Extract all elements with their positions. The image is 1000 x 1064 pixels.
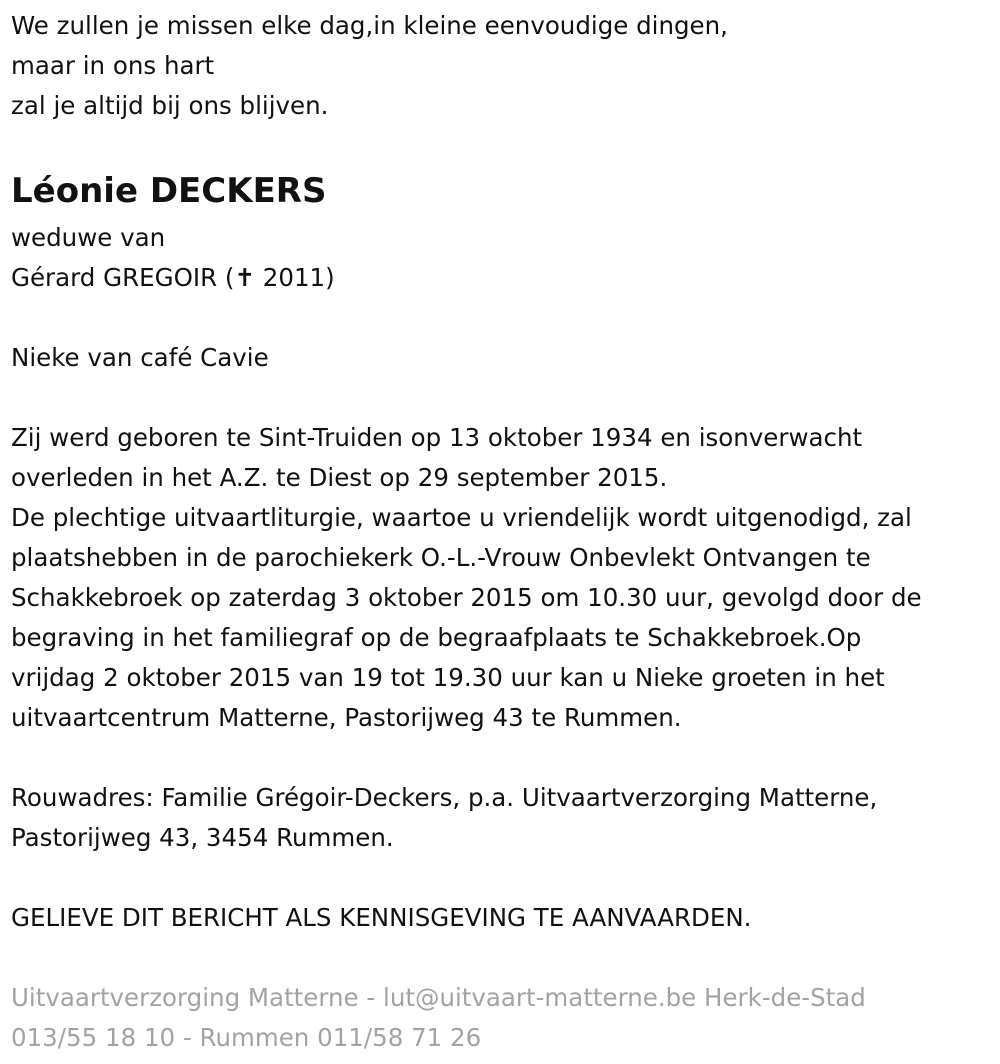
announcement-line: Zij werd geboren te Sint-Truiden op 13 oktober 1934 en isonverwacht (11, 423, 863, 452)
funeral-home-footer (11, 978, 996, 1058)
nickname: Nieke van café Cavie (11, 343, 269, 372)
death-notice (11, 6, 996, 1058)
poem-line: zal je altijd bij ons blijven. (11, 91, 329, 120)
spacer (11, 298, 996, 338)
spacer (11, 738, 996, 778)
address-line: Rouwadres: Familie Grégoir-Deckers, p.a. Uitvaartverzorging Matterne, (11, 783, 878, 812)
announcement-line: overleden in het A.Z. te Diest op 29 september 2015. (11, 463, 668, 492)
announcement-line: Schakkebroek op zaterdag 3 oktober 2015 om 10.30 uur, gevolgd door de (11, 583, 922, 612)
poem (11, 6, 996, 126)
deceased-name: Léonie DECKERS (11, 171, 327, 211)
address-line: Pastorijweg 43, 3454 Rummen. (11, 823, 394, 852)
spacer (11, 938, 996, 978)
poem-line: We zullen je missen elke dag,in kleine eenvoudige dingen, (11, 11, 728, 40)
announcement-line: vrijdag 2 oktober 2015 van 19 tot 19.30 uur kan u Nieke groeten in het (11, 663, 885, 692)
spacer (11, 858, 996, 898)
poem-line: maar in ons hart (11, 51, 215, 80)
announcement-paragraph (11, 418, 996, 738)
spouse-name: Gérard GREGOIR (✝ 2011) (11, 263, 335, 292)
notice-text: GELIEVE DIT BERICHT ALS KENNISGEVING TE AANVAARDEN. (11, 903, 752, 932)
announcement-line: plaatshebben in de parochiekerk O.-L.-Vrouw Onbevlekt Ontvangen te (11, 543, 871, 572)
relation-text: weduwe van (11, 223, 166, 252)
mourning-address (11, 778, 996, 858)
announcement-line: uitvaartcentrum Matterne, Pastorijweg 43 te Rummen. (11, 703, 682, 732)
footer-line: Uitvaartverzorging Matterne - lut@uitvaart-matterne.be Herk-de-Stad (11, 983, 866, 1012)
announcement-line: De plechtige uitvaartliturgie, waartoe u vriendelijk wordt uitgenodigd, zal (11, 503, 912, 532)
announcement-line: begraving in het familiegraf op de begraafplaats te Schakkebroek.Op (11, 623, 862, 652)
spacer (11, 378, 996, 418)
footer-line: 013/55 18 10 - Rummen 011/58 71 26 (11, 1023, 482, 1052)
